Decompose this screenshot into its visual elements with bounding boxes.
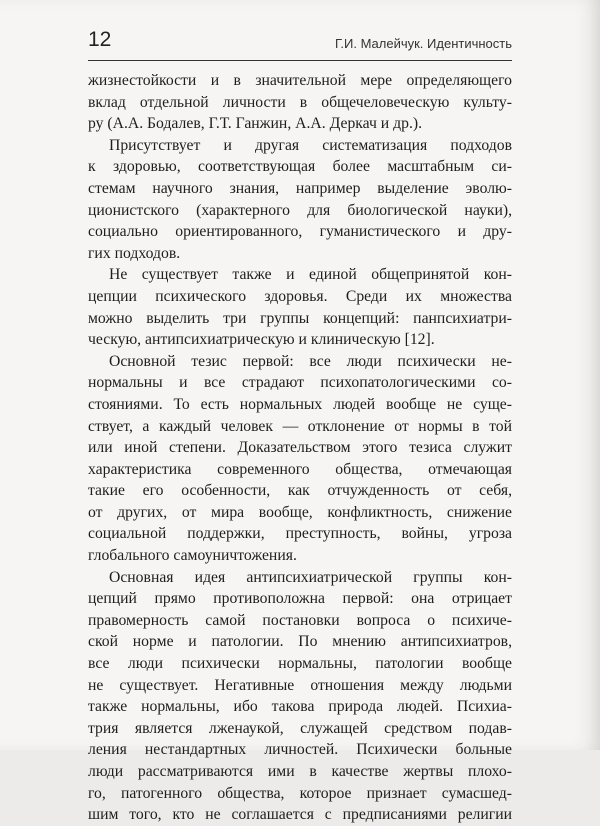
text-line: ской норме и патологии. По мнению антипсихиатров,: [88, 633, 512, 651]
text-line: вклад отдельной личности в общечеловеческую культу-: [88, 93, 512, 111]
paragraph: [88, 135, 512, 265]
text-line: или иной степени. Доказательством этого тезиса служит: [88, 439, 512, 457]
text-line: Основная идея антипсихиатрической группы кон-: [109, 568, 512, 586]
paragraph: [88, 70, 512, 135]
text-line: к здоровью, соответствующая более масштабным си-: [88, 158, 512, 176]
text-line: все люди психически нормальны, патологии вообще: [88, 655, 512, 673]
text-line: характеристика современного общества, отмечающая: [88, 460, 512, 478]
paragraph: [88, 567, 512, 826]
text-line: жизнестойкости и в значительной мере определяющего: [88, 72, 512, 89]
text-line: ру (А.А. Бодалев, Г.Т. Ганжин, А.А. Деркач и др.).: [88, 115, 423, 133]
text-line: социальной поддержки, преступность, войны, угроза: [88, 525, 512, 543]
page-number: 12: [88, 28, 112, 51]
text-line: Основной тезис первой: все люди психически не-: [109, 352, 512, 370]
text-line: цепции психического здоровья. Среди их множества: [88, 287, 512, 305]
text-line: ствует, а каждый человек — отклонение от нормы в той: [88, 417, 512, 435]
text-line: можно выделить три группы концепций: панпсихиатри-: [88, 309, 512, 327]
page-header: [88, 30, 512, 61]
text-line: ления нестандартных личностей. Психически больные: [88, 741, 512, 759]
running-head: Г.И. Малейчук. Идентичность: [334, 36, 512, 51]
text-line: ционистского (характерного для биологической науки),: [88, 201, 512, 219]
text-line: стояниями. То есть нормальных людей вообще не суще-: [88, 395, 512, 413]
text-line: от других, от мира вообще, конфликтность, снижение: [88, 503, 512, 521]
text-line: Присутствует и другая систематизация подходов: [109, 136, 512, 154]
paragraph: [88, 351, 512, 567]
text-line: шим того, кто не соглашается с предписаниями религии: [88, 806, 512, 824]
text-line: правомерность самой постановки вопроса о психиче-: [88, 611, 512, 629]
text-line: не существует. Негативные отношения между людьми: [88, 676, 512, 694]
text-line: также нормальны, ибо такова природа людей. Психиа-: [88, 698, 512, 716]
text-line: трия является лженаукой, служащей средством подав-: [88, 719, 512, 737]
text-line: ческую, антипсихиатрическую и клиническую [12].: [88, 331, 435, 349]
text-line: социально ориентированного, гуманистического и дру-: [88, 223, 512, 241]
text-line: гих подходов.: [88, 244, 181, 262]
text-line: Не существует также и единой общепринятой кон-: [109, 266, 512, 284]
text-line: го, патогенного общества, которое признает сумасшед-: [88, 784, 512, 802]
text-line: нормальны и все страдают психопатологическими со-: [88, 374, 512, 392]
body-text: [88, 70, 512, 826]
text-line: стемам научного знания, например выделение эволю-: [88, 179, 512, 197]
paragraph: [88, 264, 512, 350]
text-line: цепций прямо противоположна первой: она отрицает: [88, 590, 512, 608]
text-line: такие его особенности, как отчужденность от себя,: [88, 482, 512, 500]
text-line: люди рассматриваются ими в качестве жертвы плохо-: [88, 763, 512, 780]
text-line: глобального самоуничтожения.: [88, 547, 297, 565]
